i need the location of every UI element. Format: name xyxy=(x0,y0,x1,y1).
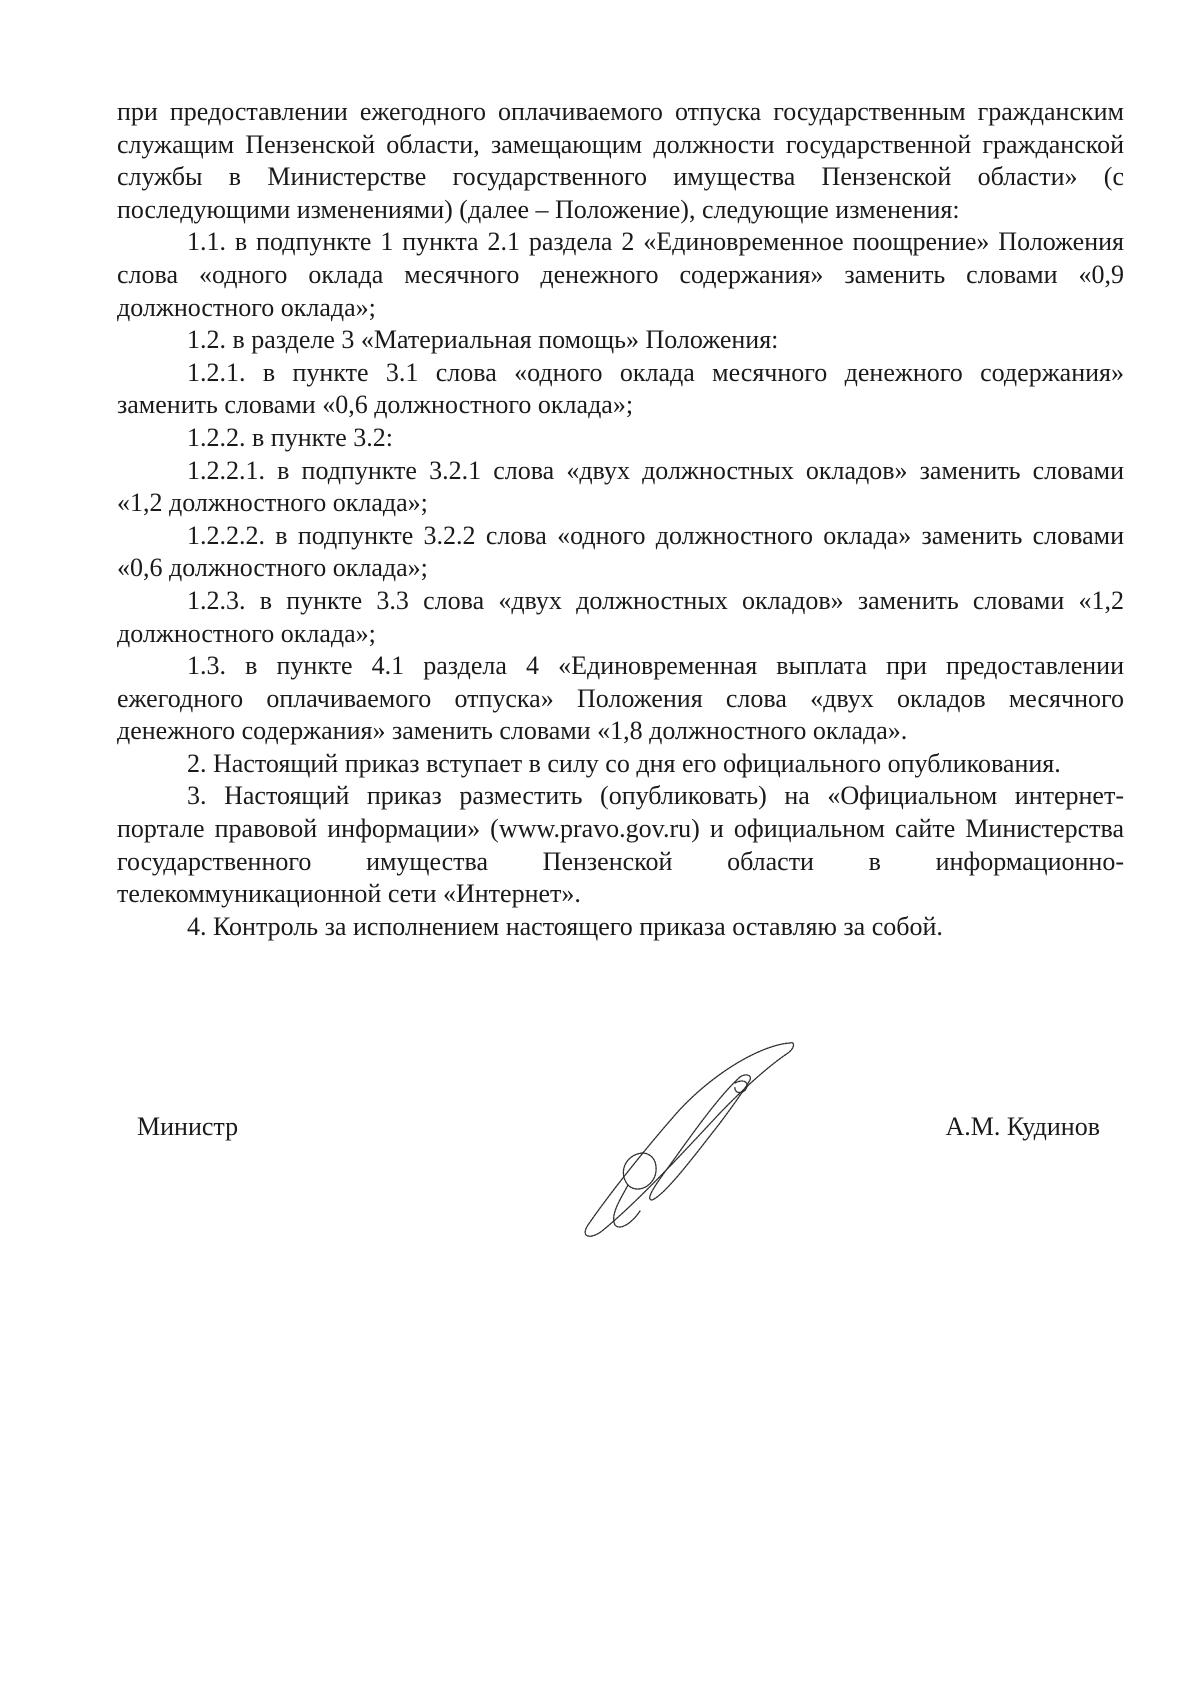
paragraph-4: 4. Контроль за исполнением настоящего приказа оставляю за собой. xyxy=(187,911,943,941)
signature-inner-stroke xyxy=(650,1075,751,1200)
paragraph-3: 3. Настоящий приказ разместить (опубликовать) на «Официальном интернет-портале правовой информации» (www.pravo.gov.ru) и официальном сайте Министерства государственного имущества Пензенской области в информационно-телекоммуникационной сети «Интернет». xyxy=(117,781,1124,909)
paragraph-continuation: при предоставлении ежегодного оплачиваемого отпуска государственным гражданским служащим Пензенской области, замещающим должности государственной гражданской службы в Министерстве государственного имущества Пензенской области» (с последующими изменениями) (далее – Положение), следующие изменения: xyxy=(117,97,1124,224)
paragraph-1-2-1: 1.2.1. в пункте 3.1 слова «одного оклада месячного денежного содержания» заменить словами «0,6 должностного оклада»; xyxy=(117,357,1124,420)
signature-tail xyxy=(614,1185,640,1227)
paragraph-1-2-2: 1.2.2. в пункте 3.2: xyxy=(187,422,394,452)
signer-position: Министр xyxy=(137,1112,239,1141)
paragraph-1-2-2-1: 1.2.2.1. в подпункте 3.2.1 слова «двух должностных окладов» заменить словами «1,2 должностного оклада»; xyxy=(117,455,1124,518)
document-body xyxy=(117,96,1124,943)
paragraph-1-1: 1.1. в подпункте 1 пункта 2.1 раздела 2 «Единовременное поощрение» Положения слова «одного оклада месячного денежного содержания» заменить словами «0,9 должностного оклада»; xyxy=(117,227,1124,322)
paragraph-1-2-3: 1.2.3. в пункте 3.3 слова «двух должностных окладов» заменить словами «1,2 должностного оклада»; xyxy=(117,585,1124,648)
paragraph-2: 2. Настоящий приказ вступает в силу со дня его официального опубликования. xyxy=(187,748,1061,778)
paragraph-1-2: 1.2. в разделе 3 «Материальная помощь» Положения: xyxy=(187,325,779,355)
paragraph-1-2-2-2: 1.2.2.2. в подпункте 3.2.2 слова «одного должностного оклада» заменить словами «0,6 должностного оклада»; xyxy=(117,520,1124,583)
paragraph-1-3: 1.3. в пункте 4.1 раздела 4 «Единовременная выплата при предоставлении ежегодного оплачиваемого отпуска» Положения слова «двух окладов месячного денежного содержания» заменить словами «1,8 должностного оклада». xyxy=(117,651,1124,746)
signer-name: А.М. Кудинов xyxy=(945,1112,1100,1141)
handwritten-signature xyxy=(560,1035,810,1245)
